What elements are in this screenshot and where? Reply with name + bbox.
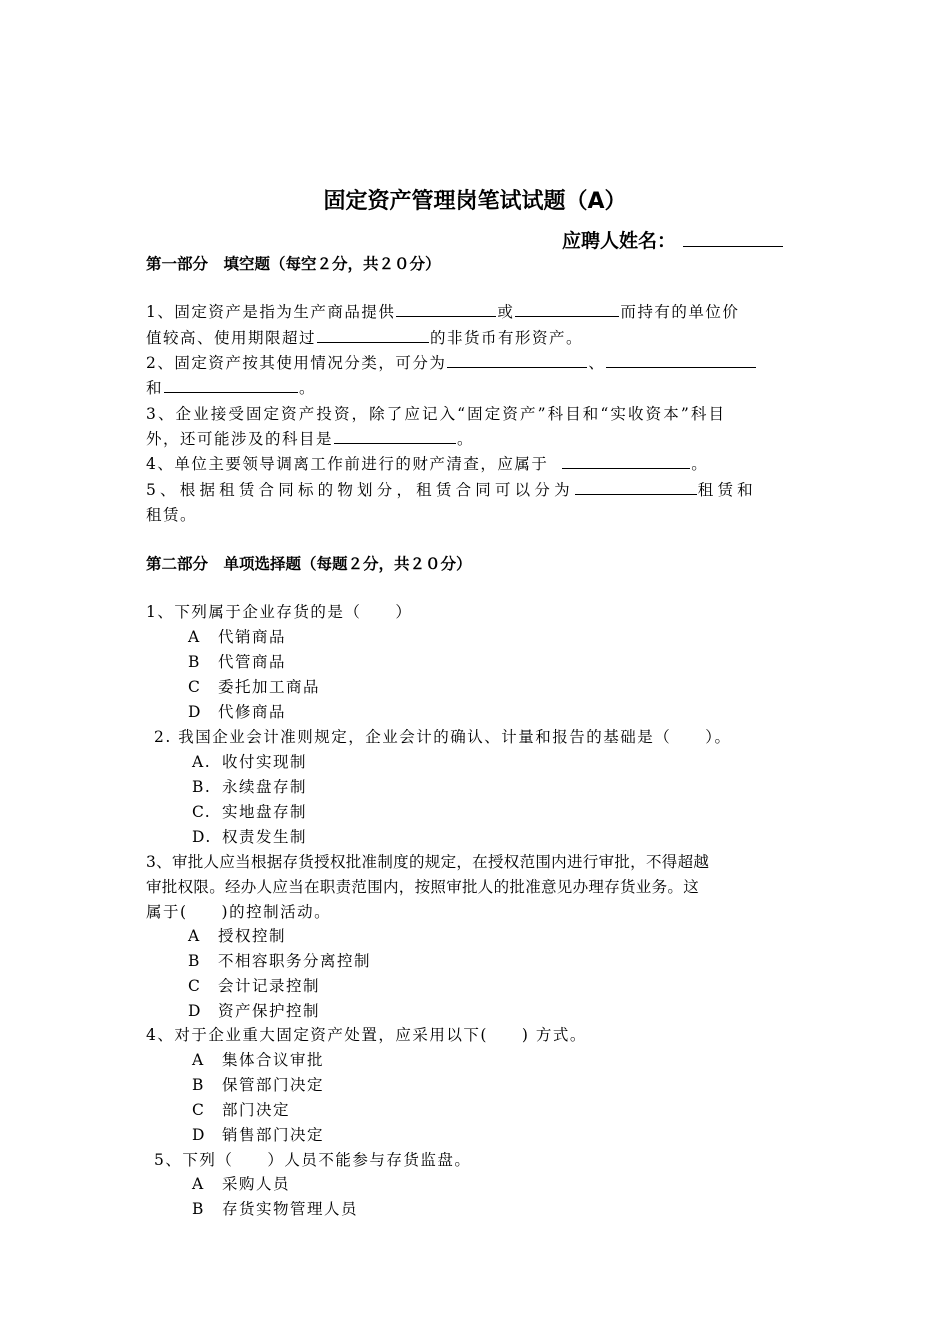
p1-q2-line1: 2、固定资产按其使用情况分类，可分为 、	[146, 351, 757, 373]
p2-q4-stem: 4、对于企业重大固定资产处置，应采用以下( ) 方式。	[146, 1026, 587, 1044]
applicant-name-label: 应聘人姓名：	[562, 230, 677, 252]
p2-q3-option-c[interactable]: C 会计记录控制	[188, 977, 321, 995]
p1-q1-blank3[interactable]	[317, 326, 429, 343]
p2-q2-option-d[interactable]: D. 权责发生制	[192, 828, 308, 846]
p2-q1-option-c[interactable]: C 委托加工商品	[188, 678, 321, 696]
p2-q1-option-d[interactable]: D 代修商品	[188, 703, 287, 721]
p1-q3-blank1[interactable]	[334, 427, 456, 444]
p1-q2-blank2[interactable]	[606, 351, 756, 368]
page-title: 固定资产管理岗笔试试题（A）	[323, 189, 627, 214]
applicant-name-field	[562, 226, 783, 253]
p1-q2-line2: 和 。	[146, 376, 316, 398]
p2-q4-option-c[interactable]: C 部门决定	[192, 1101, 291, 1119]
applicant-name-blank[interactable]	[683, 228, 783, 247]
p2-q4-option-a[interactable]: A 集体合议审批	[192, 1051, 325, 1069]
p2-q5-option-b[interactable]: B 存货实物管理人员	[192, 1200, 359, 1218]
p1-q3-line1: 3、企业接受固定资产投资，除了应记入“固定资产”科目和“实收资本”科目	[146, 405, 727, 423]
p2-q4-option-d[interactable]: D 销售部门决定	[192, 1126, 325, 1144]
p2-q3-option-a[interactable]: A 授权控制	[188, 927, 287, 945]
p1-q5-line2: 租赁。	[146, 506, 198, 524]
p2-q1-option-a[interactable]: A 代销商品	[188, 628, 287, 646]
p2-q2-option-b[interactable]: B. 永续盘存制	[192, 778, 308, 796]
p1-q4: 4、单位主要领导调离工作前进行的财产清查，应属于 。	[146, 452, 708, 474]
p2-q3-option-d[interactable]: D 资产保护控制	[188, 1002, 321, 1020]
part2-heading: 第二部分 单项选择题（每题２分，共２０分）	[146, 555, 472, 573]
p1-q1-blank1[interactable]	[396, 300, 496, 317]
p2-q3-stem-line2: 审批权限。经办人应当在职责范围内，按照审批人的批准意见办理存货业务。这	[146, 878, 700, 896]
p2-q4-option-b[interactable]: B 保管部门决定	[192, 1076, 325, 1094]
p2-q2-option-a[interactable]: A. 收付实现制	[192, 753, 308, 771]
p2-q5-stem: 5、下列（ ）人员不能参与存货监盘。	[154, 1151, 472, 1169]
p1-q1-line2: 值较高、使用期限超过 的非货币有形资产。	[146, 326, 583, 348]
part1-heading: 第一部分 填空题（每空２分，共２０分）	[146, 255, 441, 273]
p1-q1-blank2[interactable]	[515, 300, 619, 317]
p1-q4-blank1[interactable]	[562, 452, 690, 469]
p2-q3-stem-line1: 3、审批人应当根据存货授权批准制度的规定，在授权范围内进行审批，不得超越	[146, 853, 710, 871]
p2-q1-option-b[interactable]: B 代管商品	[188, 653, 287, 671]
p2-q2-stem: 2. 我国企业会计准则规定，企业会计的确认、计量和报告的基础是（ ）。	[154, 728, 732, 746]
p1-q5-blank1[interactable]	[575, 478, 697, 495]
p1-q2-blank3[interactable]	[164, 376, 298, 393]
p1-q1-line1: 1、固定资产是指为生产商品提供 或 而持有的单位价	[146, 300, 739, 322]
p1-q5-line1: 5、根据租赁合同标的物划分，租赁合同可以分为 租赁和	[146, 478, 757, 500]
p1-q2-blank1[interactable]	[447, 351, 587, 368]
p1-q3-line2: 外，还可能涉及的科目是 。	[146, 427, 474, 449]
p2-q2-option-c[interactable]: C. 实地盘存制	[192, 803, 308, 821]
p2-q5-option-a[interactable]: A 采购人员	[192, 1175, 291, 1193]
p2-q3-option-b[interactable]: B 不相容职务分离控制	[188, 952, 372, 970]
p2-q1-stem: 1、下列属于企业存货的是（ ）	[146, 603, 413, 621]
p2-q3-stem-line3: 属于( )的控制活动。	[146, 903, 332, 921]
